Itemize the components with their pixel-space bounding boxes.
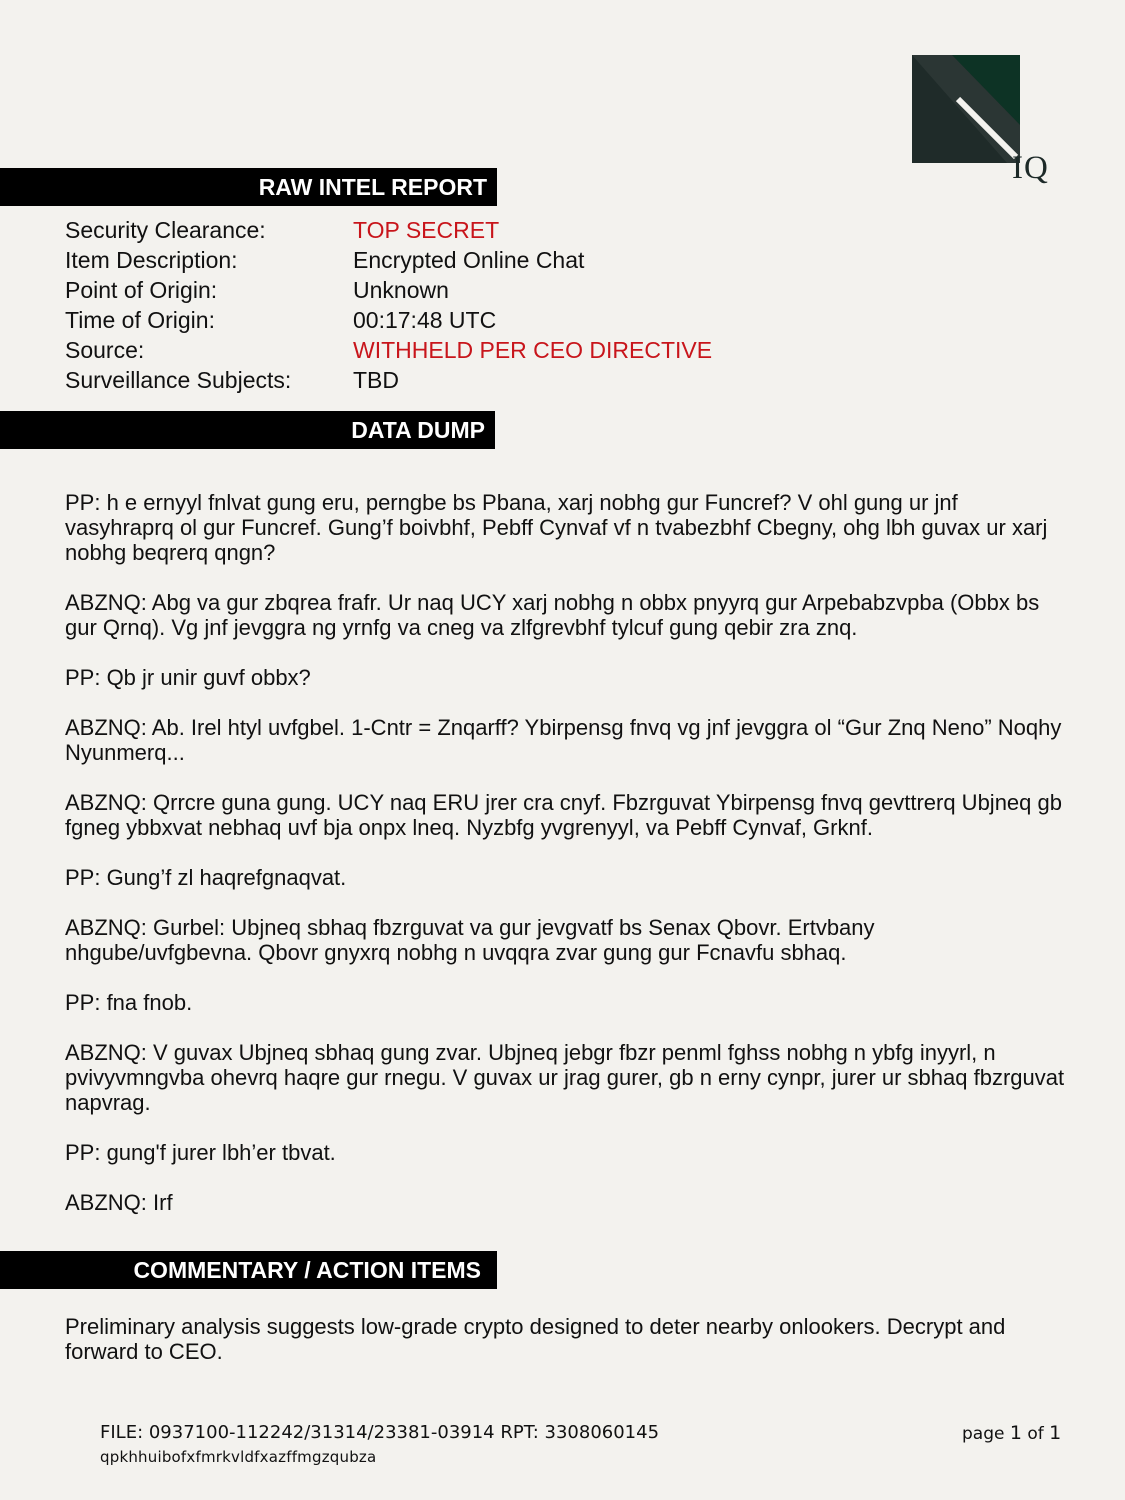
- data-dump-transcript: [65, 490, 1065, 1240]
- footer-file-line: FILE: 0937100-112242/31314/23381-03914 RPT: 3308060145: [100, 1422, 660, 1443]
- transcript-paragraph: PP: gung'f jurer lbh’er tbvat.: [65, 1140, 336, 1165]
- meta-value: 00:17:48 UTC: [353, 307, 497, 333]
- meta-label: Time of Origin:: [65, 307, 215, 333]
- transcript-paragraph: PP: Qb jr unir guvf obbx?: [65, 665, 311, 690]
- page-current: 1: [1009, 1422, 1022, 1444]
- commentary-text: Preliminary analysis suggests low-grade crypto designed to deter nearby onlookers. Decrypt and forward to CEO.: [65, 1314, 1006, 1364]
- meta-label: Security Clearance:: [65, 217, 266, 243]
- section-banner-data-dump: DATA DUMP: [0, 411, 495, 449]
- meta-value: TBD: [353, 367, 399, 393]
- transcript-paragraph: PP: Gung’f zl haqrefgnaqvat.: [65, 865, 347, 890]
- logo-text: IQ: [1012, 150, 1049, 186]
- page-total: 1: [1049, 1422, 1062, 1444]
- transcript-paragraph: PP: fna fnob.: [65, 990, 193, 1015]
- page-prefix: page: [962, 1424, 1005, 1444]
- transcript-paragraph: ABZNQ: V guvax Ubjneq sbhaq gung zvar. Ubjneq jebgr fbzr penml fghss nobhg n ybfg inyyrl, n pvivyvmngvba ohevrq haqre gur rnegu. V guvax ur jrag gurer, gb n erny cynpr, jurer ur sbhaq fbzrguvat napvrag.: [65, 1040, 1065, 1115]
- meta-row-point-of-origin: [65, 275, 712, 305]
- meta-value: TOP SECRET: [353, 217, 500, 243]
- transcript-paragraph: ABZNQ: Abg va gur zbqrea frafr. Ur naq UCY xarj nobhg n obbx pnyyrq gur Arpebabzvpba (Obbx bs gur Qrnq). Vg jnf jevggra ng yrnfg va cneg va zlfgrevbhf tylcuf gung qebir zra znq.: [65, 590, 1040, 640]
- section-banner-commentary: COMMENTARY / ACTION ITEMS: [0, 1251, 497, 1289]
- section-banner-raw-intel: RAW INTEL REPORT: [0, 168, 497, 206]
- meta-value: Encrypted Online Chat: [353, 247, 585, 273]
- meta-label: Source:: [65, 337, 145, 363]
- meta-label: Item Description:: [65, 247, 238, 273]
- transcript-paragraph: ABZNQ: Ab. Irel htyl uvfgbel. 1-Cntr = Znqarff? Ybirpensg fnvq vg jnf jevggra ol “Gur Znq Neno” Noqhy Nyunmerq...: [65, 715, 1062, 765]
- meta-label: Surveillance Subjects:: [65, 367, 292, 393]
- footer-file-info: [100, 1421, 659, 1469]
- transcript-paragraph: ABZNQ: Irf: [65, 1190, 173, 1215]
- transcript-paragraph: PP: h e ernyyl fnlvat gung eru, perngbe bs Pbana, xarj nobhg gur Funcref? V ohl gung ur jnf vasyhraprq ol gur Funcref. Gung’f boivbhf, Pebff Cynvaf vf n tvabezbhf Cbegny, ohg lbh guvax ur xarj nobhg beqrerq qngn?: [65, 490, 1048, 565]
- page-number: [962, 1421, 1061, 1446]
- meta-row-security-clearance: [65, 215, 712, 245]
- transcript-paragraph: ABZNQ: Gurbel: Ubjneq sbhaq fbzrguvat va gur jevgvatf bs Senax Qbovr. Ertvbany nhgube/uvfgbevna. Qbovr gnyxrq nobhg n uvqqra zvar gung gur Fcnavfu sbhaq.: [65, 915, 875, 965]
- meta-value: Unknown: [353, 277, 449, 303]
- report-metadata: [65, 215, 712, 395]
- meta-row-source: [65, 335, 712, 365]
- meta-label: Point of Origin:: [65, 277, 218, 303]
- meta-row-item-description: [65, 245, 712, 275]
- transcript-paragraph: ABZNQ: Qrrcre guna gung. UCY naq ERU jrer cra cnyf. Fbzrguvat Ybirpensg fnvq gevttrerq Ubjneq gb fgneg ybbxvat nebhaq uvf bja onpx lneq. Nyzbfg yvgrenyyl, va Pebff Cynvaf, Grknf.: [65, 790, 1062, 840]
- meta-value: WITHHELD PER CEO DIRECTIVE: [353, 337, 713, 363]
- page-of: of: [1027, 1424, 1044, 1444]
- footer-code-line: qpkhhuibofxfmrkvldfxazffmgzqubza: [100, 1448, 377, 1466]
- meta-row-time-of-origin: [65, 305, 712, 335]
- meta-row-surveillance-subjects: [65, 365, 712, 395]
